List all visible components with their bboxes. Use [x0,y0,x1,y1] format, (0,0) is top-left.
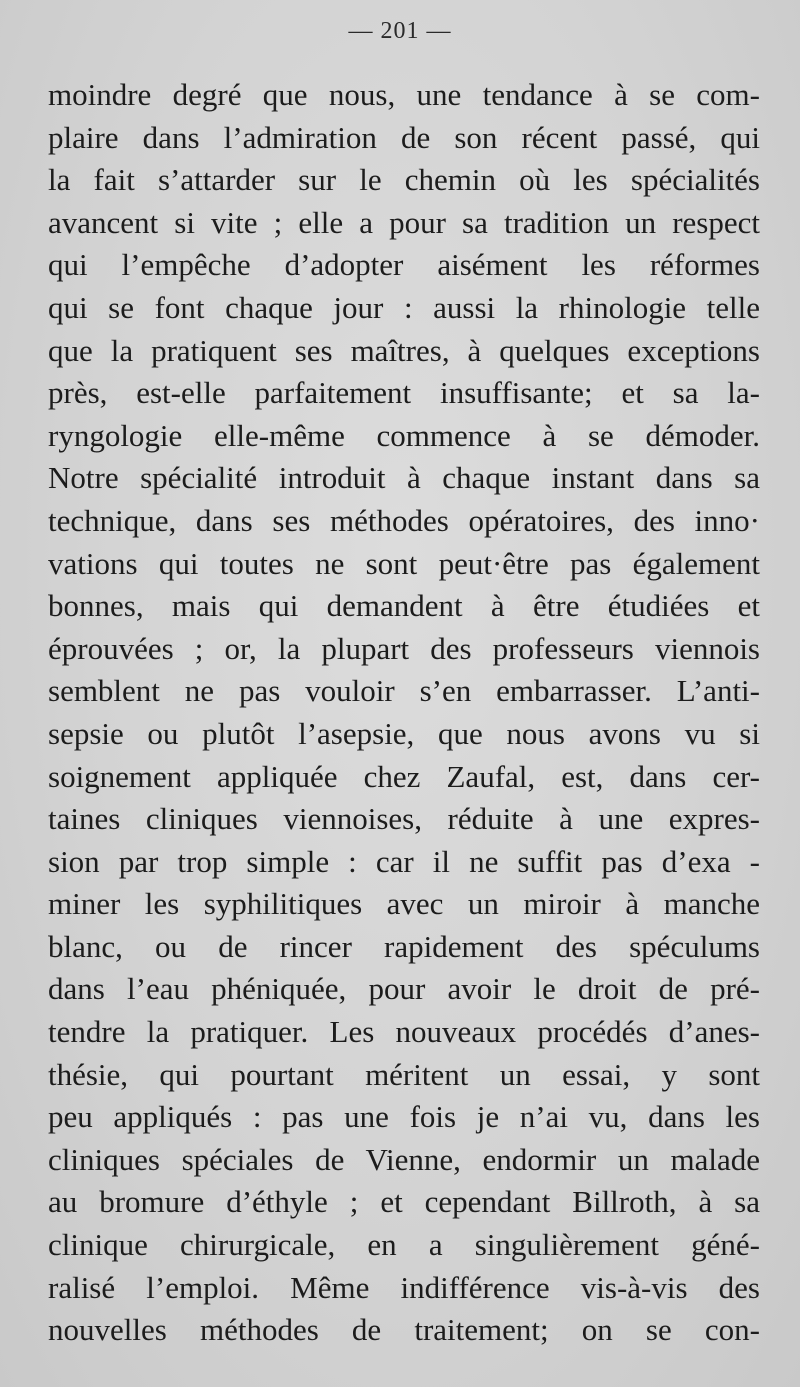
text-line: bonnes, mais qui demandent à être étudiées et [48,588,760,624]
text-line: clinique chirurgicale, en a singulièrement géné- [48,1227,760,1263]
body-text [48,74,760,1352]
text-line: blanc, ou de rincer rapidement des spéculums [48,928,760,964]
text-line: qui se font chaque jour : aussi la rhinologie telle [48,289,760,325]
text-line: technique, dans ses méthodes opératoires, des inno· [48,502,760,538]
text-line: plaire dans l’admiration de son récent passé, qui [48,119,760,155]
text-line: sion par trop simple : car il ne suffit pas d’exa - [48,843,760,879]
text-line: sepsie ou plutôt l’asepsie, que nous avons vu si [48,715,760,751]
page-number: — 201 — [348,18,452,44]
text-line: vations qui toutes ne sont peut·être pas également [48,545,760,581]
text-line: qui l’empêche d’adopter aisément les réformes [48,247,760,283]
text-line: Notre spécialité introduit à chaque instant dans sa [48,460,760,496]
text-line: miner les syphilitiques avec un miroir à manche [48,886,760,922]
text-line: que la pratiquent ses maîtres, à quelques exceptions [48,332,760,368]
text-line: cliniques spéciales de Vienne, endormir un malade [48,1141,760,1177]
text-line: nouvelles méthodes de traitement; on se con- [48,1312,760,1348]
text-line: semblent ne pas vouloir s’en embarrasser. L’anti- [48,673,760,709]
text-line: soignement appliquée chez Zaufal, est, dans cer- [48,758,760,794]
text-line: au bromure d’éthyle ; et cependant Billroth, à sa [48,1184,760,1220]
text-line: la fait s’attarder sur le chemin où les spécialités [48,162,760,198]
text-line: moindre degré que nous, une tendance à se com- [48,77,760,112]
text-line: avancent si vite ; elle a pour sa tradition un respect [48,204,760,240]
text-line: éprouvées ; or, la plupart des professeurs viennois [48,630,760,666]
text-line: tendre la pratiquer. Les nouveaux procédés d’anes- [48,1014,760,1050]
text-line: ryngologie elle-même commence à se démoder. [48,417,760,453]
text-line: près, est-elle parfaitement insuffisante; et sa la- [48,375,760,411]
text-line: peu appliqués : pas une fois je n’ai vu, dans les [48,1099,760,1135]
text-line: dans l’eau phéniquée, pour avoir le droit de pré- [48,971,760,1007]
text-line: thésie, qui pourtant méritent un essai, y sont [48,1056,760,1092]
text-line: taines cliniques viennoises, réduite à une expres- [48,801,760,837]
text-line: ralisé l’emploi. Même indifférence vis-à-vis des [48,1269,760,1305]
